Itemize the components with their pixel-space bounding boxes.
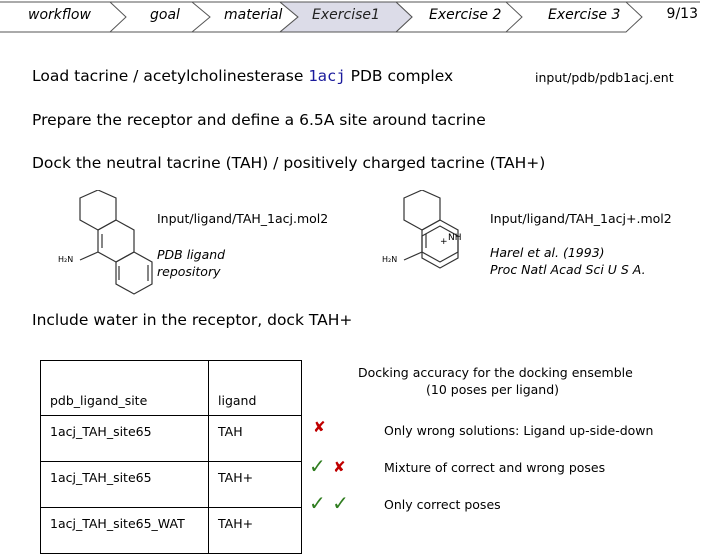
column-header-site: pdb_ligand_site bbox=[41, 361, 209, 416]
water-line: Include water in the receptor, dock TAH+ bbox=[32, 311, 353, 329]
amine-label: H₂N bbox=[58, 255, 74, 264]
tah-plus-file-path: Input/ligand/TAH_1acj+.mol2 bbox=[490, 211, 672, 226]
pdb-file-path: input/pdb/pdb1acj.ent bbox=[535, 70, 674, 85]
protonated-nitrogen-label: NH bbox=[448, 233, 462, 243]
load-line bbox=[32, 67, 453, 85]
result-text-row2: Mixture of correct and wrong poses bbox=[384, 460, 606, 475]
table-row bbox=[41, 416, 302, 462]
table-cell-site: 1acj_TAH_site65 bbox=[41, 462, 209, 508]
tah-plus-reference-line2: Proc Natl Acad Sci U S A. bbox=[490, 262, 646, 277]
tah-source-line2: repository bbox=[157, 264, 221, 279]
table-cell-ligand: TAH+ bbox=[209, 508, 302, 554]
table-row bbox=[41, 508, 302, 554]
tab-exercise2[interactable]: Exercise 2 bbox=[429, 7, 502, 23]
result-text-row3: Only correct poses bbox=[384, 497, 501, 512]
wrong-mark-icon: ✘ bbox=[333, 458, 346, 476]
positive-charge-label: + bbox=[440, 237, 448, 247]
tab-goal[interactable]: goal bbox=[150, 7, 180, 23]
docking-table bbox=[40, 360, 302, 554]
dock-line: Dock the neutral tacrine (TAH) / positively charged tacrine (TAH+) bbox=[32, 154, 546, 172]
tah-plus-reference-line1: Harel et al. (1993) bbox=[490, 245, 605, 260]
wrong-mark-icon: ✘ bbox=[313, 418, 326, 436]
pdb-code: 1acj bbox=[308, 67, 346, 85]
tah-file-path: Input/ligand/TAH_1acj.mol2 bbox=[157, 211, 329, 226]
column-header-ligand: ligand bbox=[209, 361, 302, 416]
prepare-line: Prepare the receptor and define a 6.5A site around tacrine bbox=[32, 111, 486, 129]
accuracy-header-line1: Docking accuracy for the docking ensemble bbox=[358, 365, 633, 380]
load-text: Load tacrine / acetylcholinesterase bbox=[32, 67, 309, 85]
table-header-row bbox=[41, 361, 302, 416]
correct-mark-icon: ✓ bbox=[309, 454, 326, 478]
tah-plus-molecule-structure bbox=[380, 190, 490, 298]
tah-molecule-structure bbox=[56, 190, 156, 298]
tab-exercise3[interactable]: Exercise 3 bbox=[548, 7, 621, 23]
table-cell-site: 1acj_TAH_site65 bbox=[41, 416, 209, 462]
table-cell-ligand: TAH+ bbox=[209, 462, 302, 508]
correct-marks-icon: ✓ ✓ bbox=[309, 491, 349, 515]
table-row bbox=[41, 462, 302, 508]
table-cell-ligand: TAH bbox=[209, 416, 302, 462]
tab-workflow[interactable]: workflow bbox=[28, 7, 91, 23]
accuracy-header-line2: (10 poses per ligand) bbox=[426, 382, 560, 397]
result-text-row1: Only wrong solutions: Ligand up-side-down bbox=[384, 423, 654, 438]
tab-material[interactable]: material bbox=[224, 7, 283, 23]
tah-source-line1: PDB ligand bbox=[157, 247, 226, 262]
table-cell-site: 1acj_TAH_site65_WAT bbox=[41, 508, 209, 554]
page-number: 9/13 bbox=[666, 6, 698, 22]
tab-exercise1[interactable]: Exercise1 bbox=[312, 7, 380, 23]
amine-label: H₂N bbox=[382, 255, 398, 264]
load-suffix: PDB complex bbox=[345, 67, 454, 85]
